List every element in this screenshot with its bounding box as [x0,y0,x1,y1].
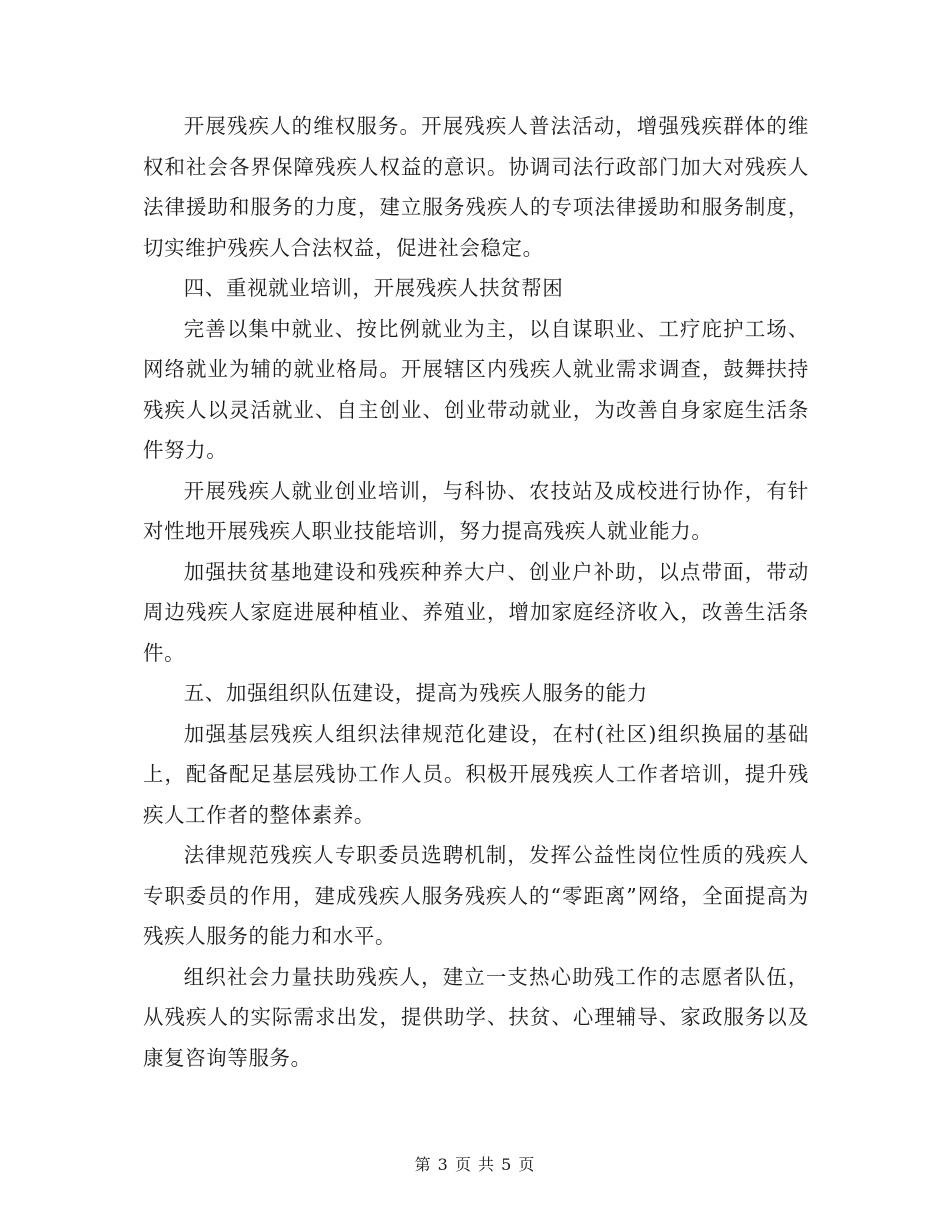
paragraph-volunteer-team: 组织社会力量扶助残疾人，建立一支热心助残工作的志愿者队伍，从残疾人的实际需求出发，提供助学、扶贫、心理辅导、家政服务以及康复咨询等服务。 [143,964,809,1070]
section-heading-employment: 四、重视就业培训，开展残疾人扶贫帮困 [183,276,564,300]
paragraph-employment-training: 开展残疾人就业创业培训，与科协、农技站及成校进行协作，有针对性地开展残疾人职业技能培训，努力提高残疾人就业能力。 [143,478,809,543]
paragraph-employment-structure: 完善以集中就业、按比例就业为主，以自谋职业、工疗庇护工场、网络就业为辅的就业格局。开展辖区内残疾人就业需求调查，鼓舞扶持残疾人以灵活就业、自主创业、创业带动就业，为改善自身家庭生活条件努力。 [143,316,809,462]
paragraph-full-time-members: 法律规范残疾人专职委员选聘机制，发挥公益性岗位性质的残疾人专职委员的作用，建成残疾人服务残疾人的“零距离”网络，全面提高为残疾人服务的能力和水平。 [143,843,809,948]
document-body [143,106,809,1078]
page-number-footer: 第 3 页 共 5 页 [414,1155,536,1174]
paragraph-poverty-base: 加强扶贫基地建设和残疾种养大户、创业户补助，以点带面，带动周边残疾人家庭进展种植业、养殖业，增加家庭经济收入，改善生活条件。 [143,559,809,665]
paragraph-grassroots-organization: 加强基层残疾人组织法律规范化建设，在村(社区)组织换届的基础上，配备配足基层残协工作人员。积极开展残疾人工作者培训，提升残疾人工作者的整体素养。 [143,721,809,827]
section-heading-organization: 五、加强组织队伍建设，提高为残疾人服务的能力 [183,681,648,705]
paragraph-rights-service: 开展残疾人的维权服务。开展残疾人普法活动，增强残疾群体的维权和社会各界保障残疾人权益的意识。协调司法行政部门加大对残疾人法律援助和服务的力度，建立服务残疾人的专项法律援助和服务制度，切实维护残疾人合法权益，促进社会稳定。 [143,114,809,260]
